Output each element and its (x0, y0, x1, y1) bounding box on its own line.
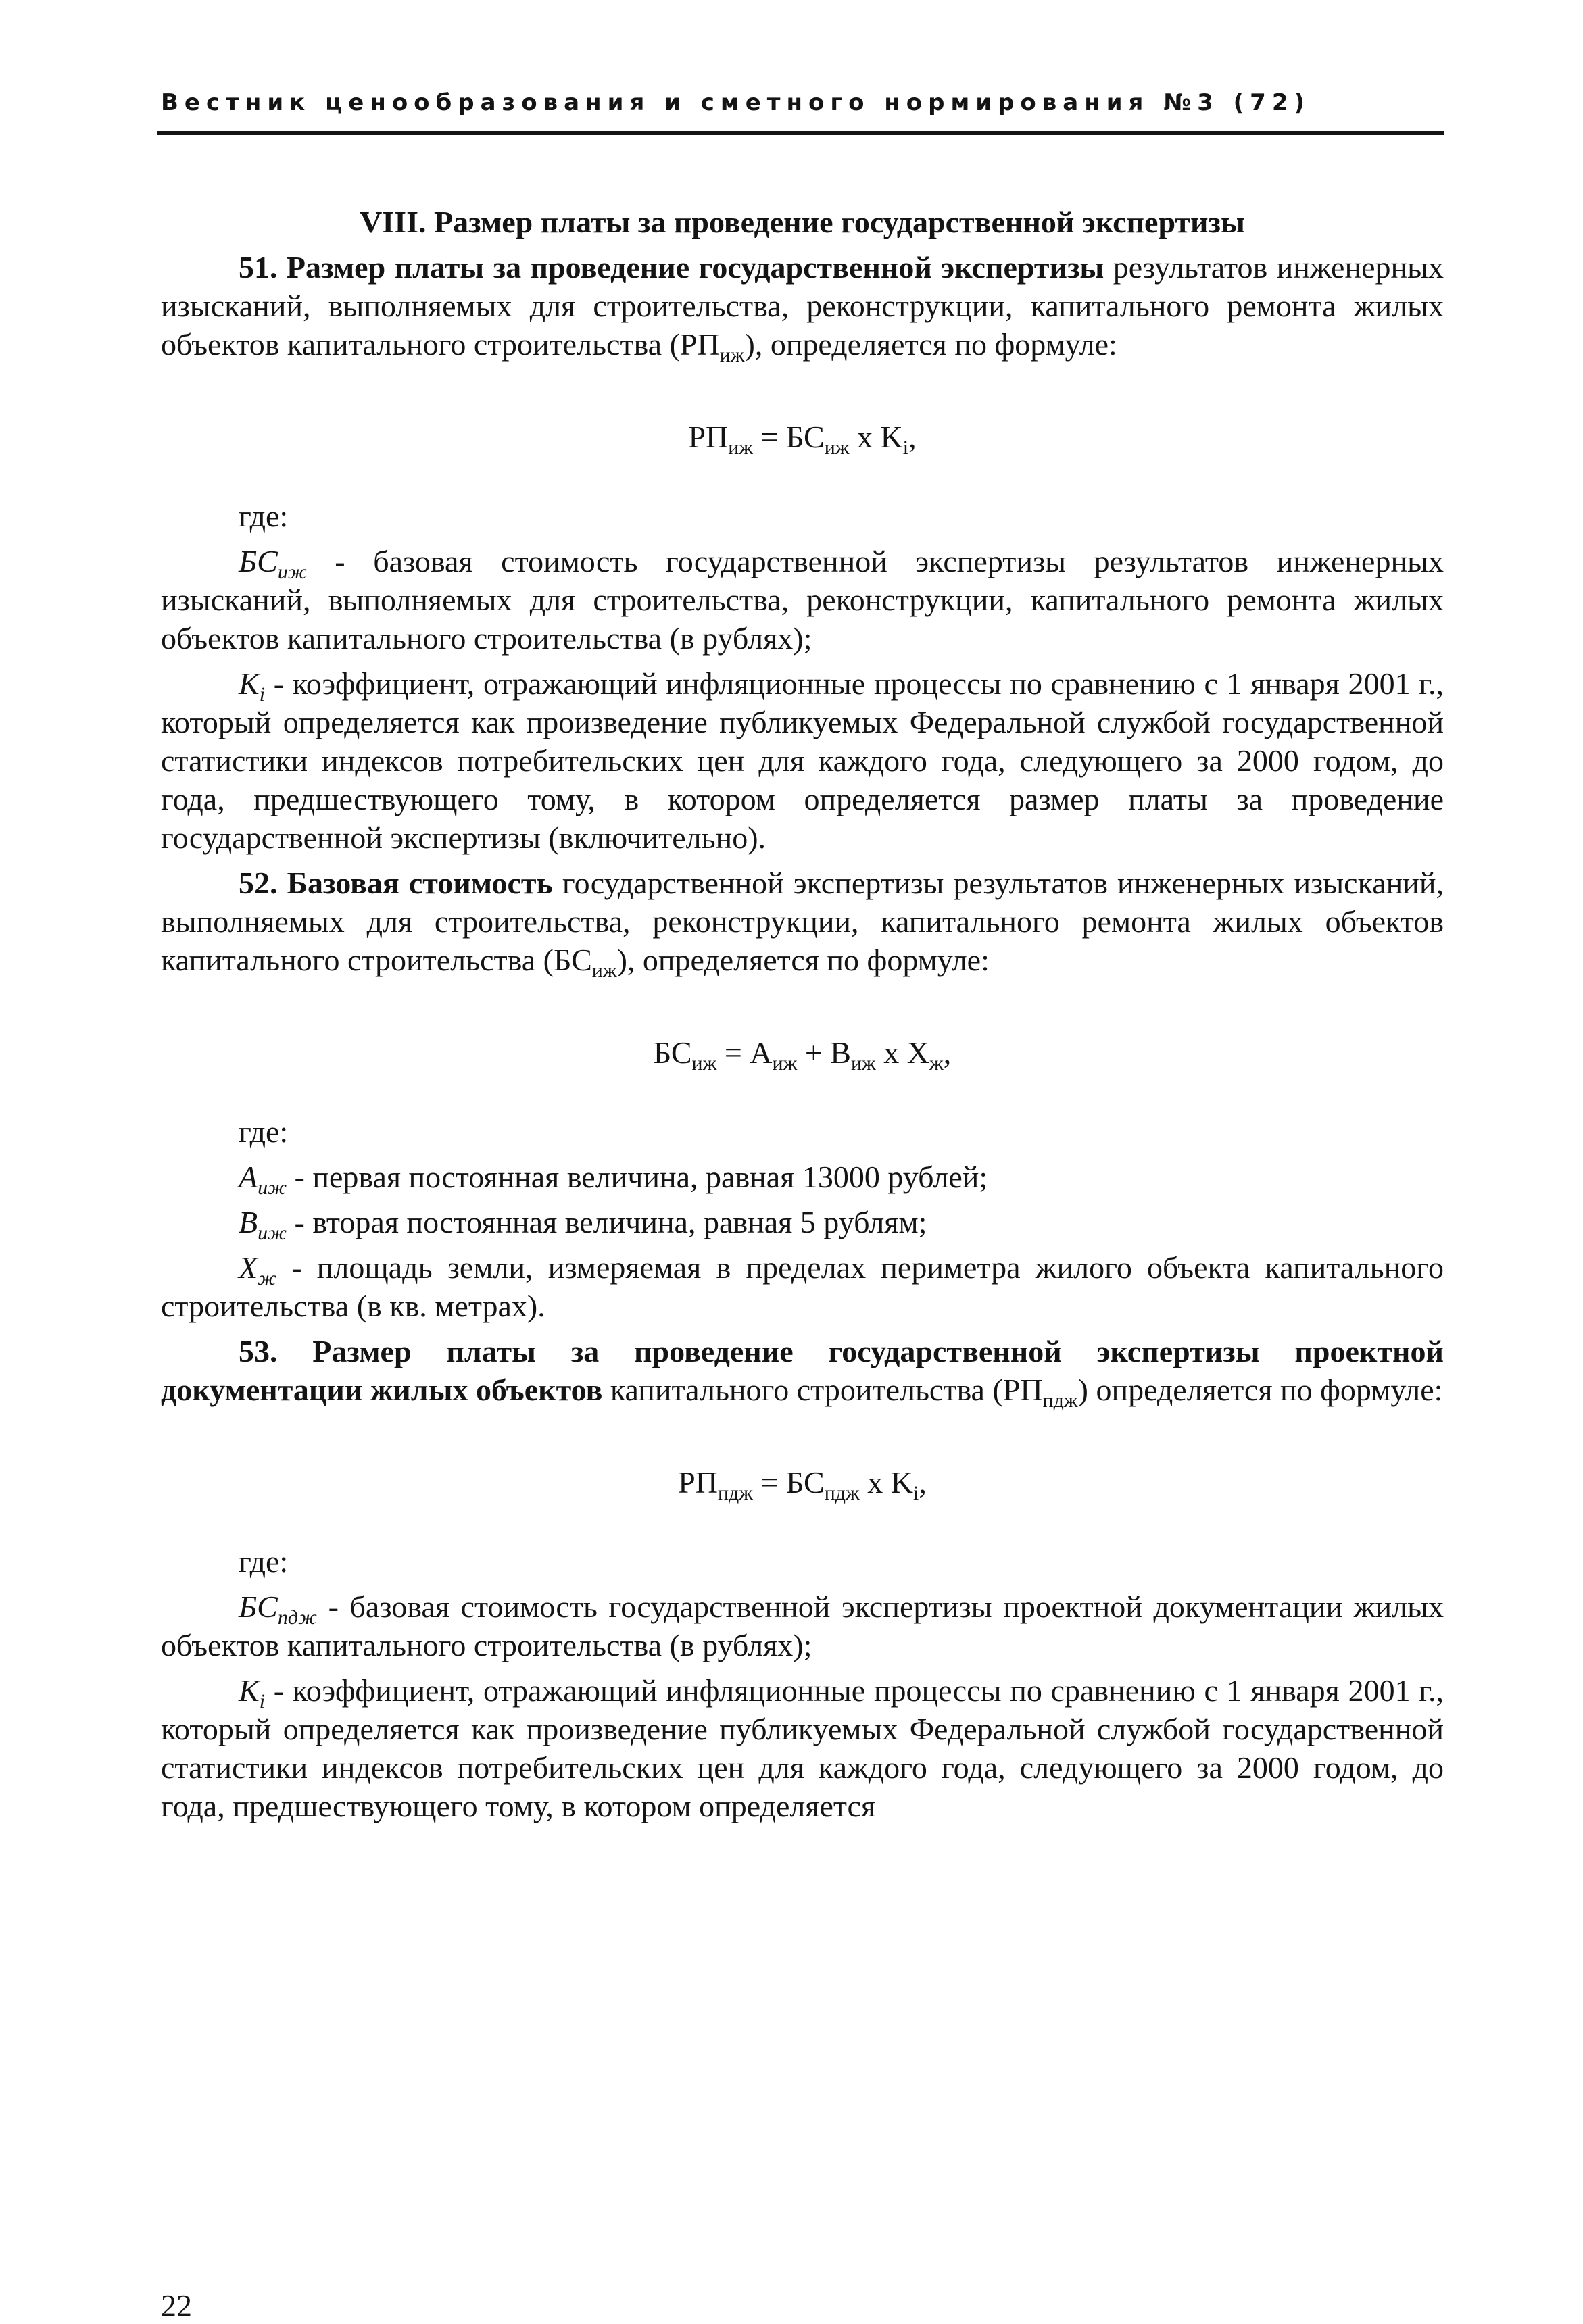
paragraph-52 (161, 864, 1444, 982)
where-label: где: (239, 499, 289, 533)
subscript: иж (591, 960, 617, 982)
definition-text: - коэффициент, отражающий инфляционные процессы по сравнению с 1 января 2001 г., который определяется как произведение публикуемых Федеральной службой государственной статистики индексов потребительских цен для каждого года, следующего за 2000 годом, до года, предшествующего тому, в котором определяется размер платы за проведение государственной экспертизы (включительно). (161, 666, 1444, 855)
definition-ki (161, 664, 1444, 857)
subscript: ж (258, 1267, 277, 1289)
paragraph-tail: ), определяется по формуле: (616, 943, 990, 977)
subscript: пдж (277, 1606, 317, 1629)
definition-text: - коэффициент, отражающий инфляционные процессы по сравнению с 1 января 2001 г., который определяется как произведение публикуемых Федеральной службой государственной статистики индексов потребительских цен для каждого года, следующего за 2000 годом, до года, предшествующего тому, в котором определяется (161, 1673, 1444, 1823)
paragraph-text: государственной экспертизы результатов инженерных изысканий, выполняемых для строительства, реконструкции, капитального ремонта жилых объектов капитального строительства (БС (161, 866, 1444, 977)
definition-b-izh (161, 1203, 1444, 1244)
where-label: где: (239, 1114, 289, 1149)
subscript: i (259, 683, 266, 706)
paragraph-bold-lead: Базовая стоимость (287, 866, 553, 900)
header-rule (157, 131, 1444, 135)
paragraph-bold-lead: Размер платы за проведение государственной экспертизы (286, 250, 1104, 285)
paragraph-text: капитального строительства (РП (610, 1373, 1043, 1407)
section-title: VIII. Размер платы за проведение государственной экспертизы (360, 205, 1245, 239)
formula-operator: x (849, 420, 881, 454)
paragraph-tail: ), определяется по формуле: (744, 327, 1117, 362)
paragraph-51 (161, 248, 1444, 364)
formula-operator: = (753, 1465, 786, 1500)
formula-term: А (750, 1035, 773, 1070)
journal-header: Вестник ценообразования и сметного нормирования №3 (72) (161, 89, 1311, 116)
formula-punctuation: , (908, 420, 917, 454)
definition-a-izh (161, 1158, 1444, 1199)
definition-bs-izh (161, 542, 1444, 658)
formula-punctuation: , (943, 1035, 952, 1070)
subscript: i (259, 1690, 266, 1712)
subscript: пдж (717, 1482, 753, 1504)
formula-term: В (830, 1035, 851, 1070)
definition-symbol: В (239, 1205, 258, 1239)
formula-term: БС (785, 420, 825, 454)
paragraph-number: 52. (239, 866, 278, 900)
formula-operator: = (753, 420, 786, 454)
subscript: иж (719, 344, 745, 366)
paragraph-bold-lead: Размер платы за проведение государственной экспертизы проектной документации жилых объектов (161, 1334, 1444, 1407)
formula-term: РП (688, 420, 729, 454)
subscript: иж (277, 561, 307, 583)
definition-bs-pdzh (161, 1587, 1444, 1664)
where-label: где: (239, 1544, 289, 1579)
formula-punctuation: , (919, 1465, 927, 1500)
subscript: иж (258, 1177, 287, 1199)
subscript: пдж (824, 1482, 860, 1504)
definition-symbol: K (239, 1673, 260, 1708)
definition-text: - базовая стоимость государственной экспертизы результатов инженерных изысканий, выполняемых для строительства, реконструкции, капитального ремонта жилых объектов капитального строительства (в рублях); (161, 544, 1444, 656)
paragraph-53 (161, 1332, 1444, 1412)
formula-term: РП (678, 1465, 718, 1500)
subscript: пдж (1042, 1389, 1078, 1412)
subscript: иж (824, 437, 850, 459)
subscript: иж (258, 1222, 287, 1244)
subscript: i (902, 437, 909, 459)
definition-symbol: Х (239, 1250, 258, 1285)
formula-term: БС (785, 1465, 825, 1500)
subscript: иж (728, 437, 753, 459)
subscript: иж (850, 1052, 876, 1074)
definition-text: - первая постоянная величина, равная 13000 рублей; (287, 1160, 988, 1194)
paragraph-text: результатов инженерных изысканий, выполняемых для строительства, реконструкции, капитального ремонта жилых объектов капитального строительства (РП (161, 250, 1444, 362)
definition-symbol: БС (239, 1589, 278, 1624)
definition-text: - вторая постоянная величина, равная 5 рублям; (287, 1205, 927, 1239)
formula-term: K (890, 1465, 914, 1500)
definition-ki-2 (161, 1671, 1444, 1825)
formula-bs-izh (161, 1033, 1444, 1072)
definition-text: - базовая стоимость государственной экспертизы проектной документации жилых объектов капитального строительства (в рублях); (161, 1589, 1444, 1662)
definition-symbol: А (239, 1160, 258, 1194)
paragraph-tail: ) определяется по формуле: (1077, 1373, 1443, 1407)
page-number: 22 (161, 2288, 192, 2323)
formula-term: БС (653, 1035, 692, 1070)
definition-text: - площадь земли, измеряемая в пределах периметра жилого объекта капитального строительства (в кв. метрах). (161, 1250, 1444, 1323)
formula-rp-pdzh (161, 1463, 1444, 1502)
formula-operator: = (716, 1035, 750, 1070)
paragraph-number: 51. (239, 250, 278, 285)
formula-operator: x (859, 1465, 891, 1500)
formula-operator: x (875, 1035, 907, 1070)
formula-rp-izh (161, 418, 1444, 459)
definition-symbol: K (239, 666, 260, 701)
formula-term: Х (906, 1035, 929, 1070)
formula-term: K (880, 420, 903, 454)
definition-symbol: БС (239, 544, 278, 578)
subscript: i (913, 1482, 919, 1504)
definition-x-zh (161, 1248, 1444, 1325)
subscript: ж (929, 1052, 944, 1074)
formula-operator: + (797, 1035, 831, 1070)
subscript: иж (691, 1052, 717, 1074)
document-body (161, 203, 1444, 1825)
paragraph-number: 53. (239, 1334, 278, 1368)
subscript: иж (772, 1052, 798, 1074)
